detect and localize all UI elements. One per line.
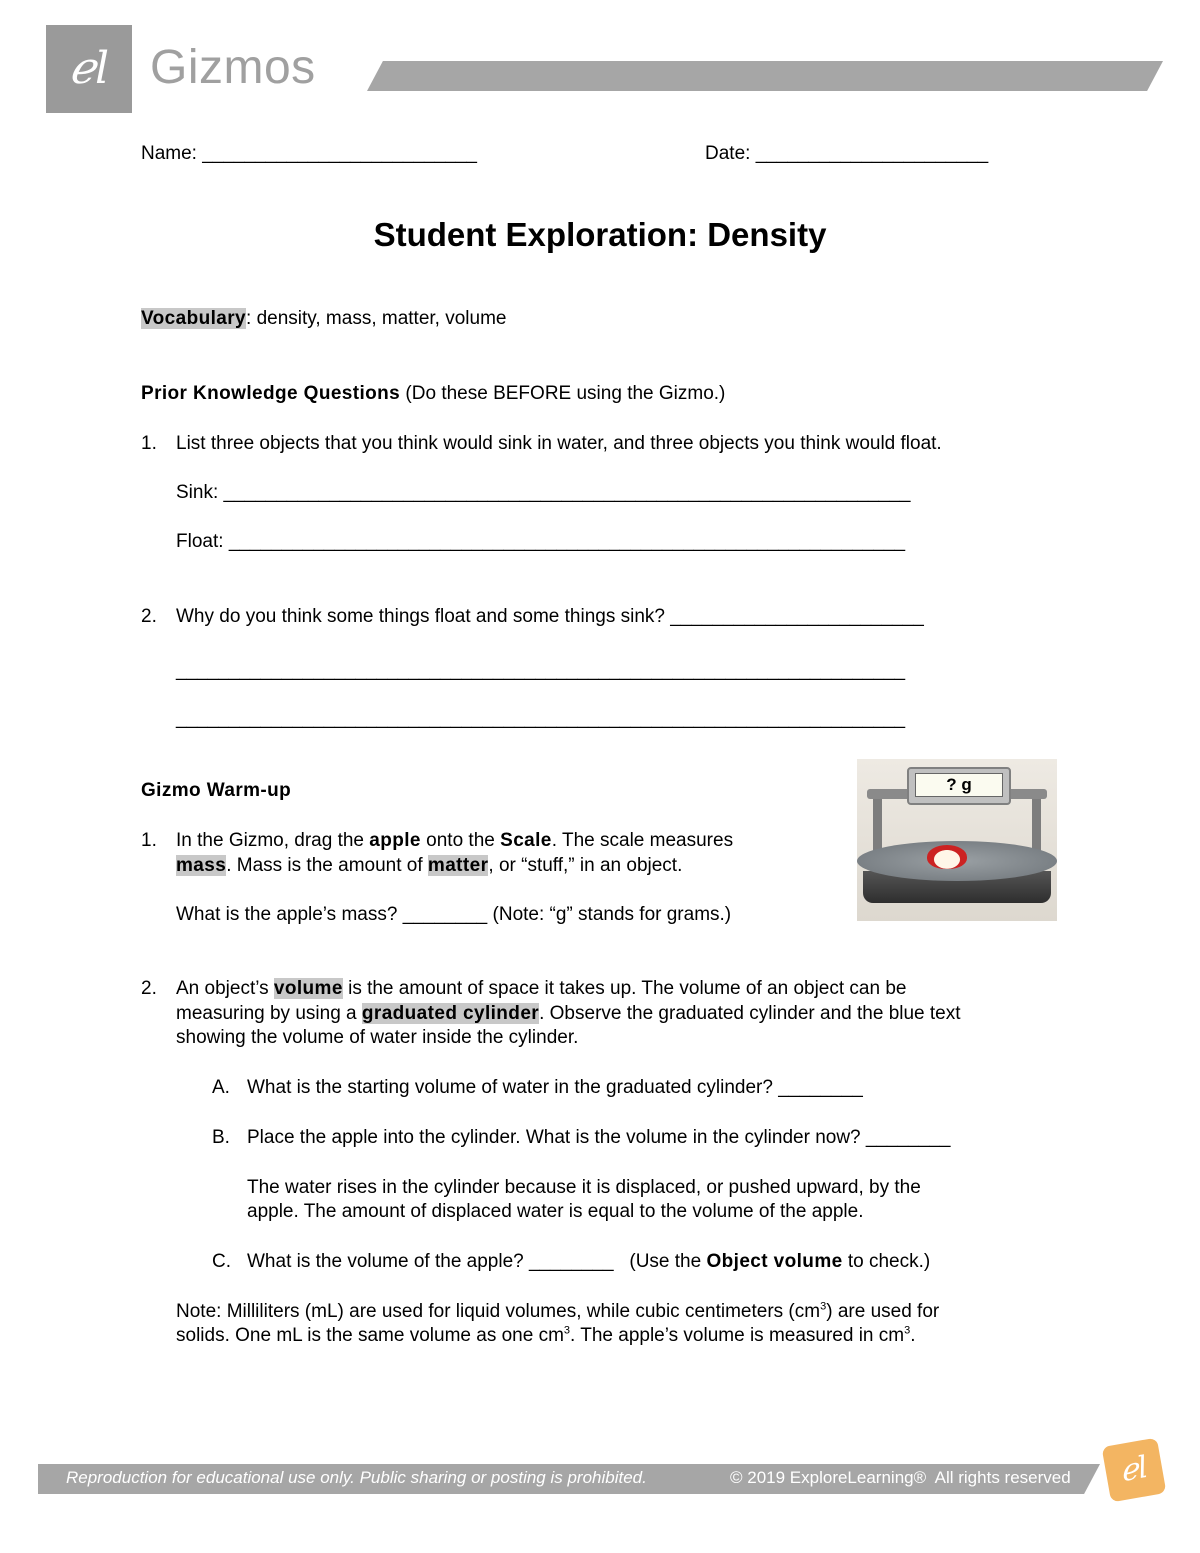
name-blank: __________________________ (202, 143, 477, 164)
term-apple: apple (369, 830, 421, 851)
note-line-2 (176, 1325, 916, 1347)
sub-question-text: What is the starting volume of water in the graduated cylinder? ________ (247, 1077, 863, 1098)
note-line-1 (176, 1301, 939, 1323)
term-volume: volume (273, 978, 343, 999)
vocabulary-label: Vocabulary (141, 308, 247, 329)
scale-readout: ? g (915, 773, 1003, 797)
footer-copyright: © 2019 ExploreLearning® All rights reserved (730, 1468, 1071, 1487)
term-graduated-cylinder: graduated cylinder (361, 1003, 540, 1024)
prior-knowledge-title: Prior Knowledge Questions (141, 383, 401, 404)
sub-question-text: Place the apple into the cylinder. What is the volume in the cylinder now? ________ (247, 1127, 951, 1148)
question-2 (141, 606, 924, 628)
vocabulary-line (141, 308, 507, 330)
name-label: Name: (141, 143, 203, 164)
question-text: . Observe the graduated cylinder and the blue text (539, 1003, 961, 1024)
mass-question: What is the apple’s mass? ________ (Note: “g” stands for grams.) (176, 904, 732, 925)
superscript: 3 (904, 1324, 911, 1337)
sub-question-label: B. (212, 1127, 230, 1148)
question-text: measuring by using a (176, 1003, 362, 1024)
sub-question-label: A. (212, 1077, 230, 1098)
warmup-question-2-cont (176, 1003, 961, 1025)
prior-knowledge-heading (141, 383, 725, 405)
header-bar (367, 61, 1163, 91)
superscript: 3 (563, 1324, 571, 1337)
explorelearning-logo-icon: ℯl (68, 43, 110, 94)
vocabulary-text: : density, mass, matter, volume (246, 308, 507, 329)
warmup-question-2 (141, 978, 906, 1000)
sub-question-label: C. (212, 1251, 231, 1272)
sub-question-b (212, 1127, 950, 1149)
note-text: . The apple’s volume is measured in cm (570, 1325, 905, 1346)
question-text: List three objects that you think would sink in water, and three objects you think would float. (176, 433, 942, 454)
apple-icon (927, 845, 967, 869)
float-answer-line (176, 531, 905, 553)
gizmos-logo (46, 25, 132, 113)
question-blank: ________________________ (670, 606, 924, 627)
answer-line: _____________________________________________________________________ (176, 660, 906, 681)
question-text: Why do you think some things float and some things sink? (176, 606, 671, 627)
answer-line: _____________________________________________________________________ (176, 708, 906, 729)
question-number: 1. (141, 830, 157, 851)
brand-name: Gizmos (150, 41, 316, 94)
superscript: 3 (820, 1300, 827, 1313)
note-text: solids. One mL is the same volume as one cm (176, 1325, 564, 1346)
question-text: is the amount of space it takes up. The volume of an object can be (342, 978, 907, 999)
sink-answer-line (176, 482, 910, 504)
sub-question-text: What is the volume of the apple? ________ (Use the (247, 1251, 707, 1272)
warmup-question-1 (141, 830, 733, 852)
term-scale: Scale (500, 830, 552, 851)
scale-image (857, 759, 1057, 921)
sub-question-text: to check.) (842, 1251, 931, 1272)
float-label: Float: (176, 531, 229, 552)
question-text: In the Gizmo, drag the (176, 830, 370, 851)
name-field (141, 143, 477, 165)
note-text: ) are used for (826, 1301, 940, 1322)
question-text: An object’s (176, 978, 274, 999)
question-text: onto the (420, 830, 501, 851)
date-field (705, 143, 988, 165)
footer-logo (1102, 1438, 1167, 1503)
prior-knowledge-note: (Do these BEFORE using the Gizmo.) (400, 383, 726, 404)
question-text: . The scale measures (551, 830, 734, 851)
term-matter: matter (427, 855, 489, 876)
float-blank: ________________________________________________________________ (228, 531, 906, 552)
note-text: Note: Milliliters (mL) are used for liquid volumes, while cubic centimeters (cm (176, 1301, 821, 1322)
warmup-question-2-cont: showing the volume of water inside the cylinder. (176, 1027, 579, 1048)
term-object-volume: Object volume (706, 1251, 843, 1272)
question-number: 2. (141, 606, 157, 627)
explanation-line: apple. The amount of displaced water is equal to the volume of the apple. (247, 1201, 864, 1222)
sub-question-a (212, 1077, 863, 1099)
sink-blank: _________________________________________________________________ (223, 482, 911, 503)
sink-label: Sink: (176, 482, 224, 503)
warmup-heading: Gizmo Warm-up (141, 780, 292, 801)
sub-question-c (212, 1251, 930, 1273)
page-title: Student Exploration: Density (373, 216, 827, 253)
explorelearning-logo-icon: ℯl (1117, 1449, 1151, 1490)
date-blank: ______________________ (755, 143, 989, 164)
date-label: Date: (705, 143, 756, 164)
warmup-question-1-cont (176, 855, 682, 877)
explanation-line: The water rises in the cylinder because it is displaced, or pushed upward, by the (247, 1177, 921, 1198)
question-number: 2. (141, 978, 157, 999)
term-mass: mass (176, 855, 227, 876)
footer-disclaimer: Reproduction for educational use only. Public sharing or posting is prohibited. (66, 1468, 647, 1487)
question-1 (141, 433, 942, 455)
question-text: , or “stuff,” in an object. (488, 855, 683, 876)
question-text: . Mass is the amount of (226, 855, 428, 876)
note-text: . (910, 1325, 916, 1346)
question-number: 1. (141, 433, 157, 454)
